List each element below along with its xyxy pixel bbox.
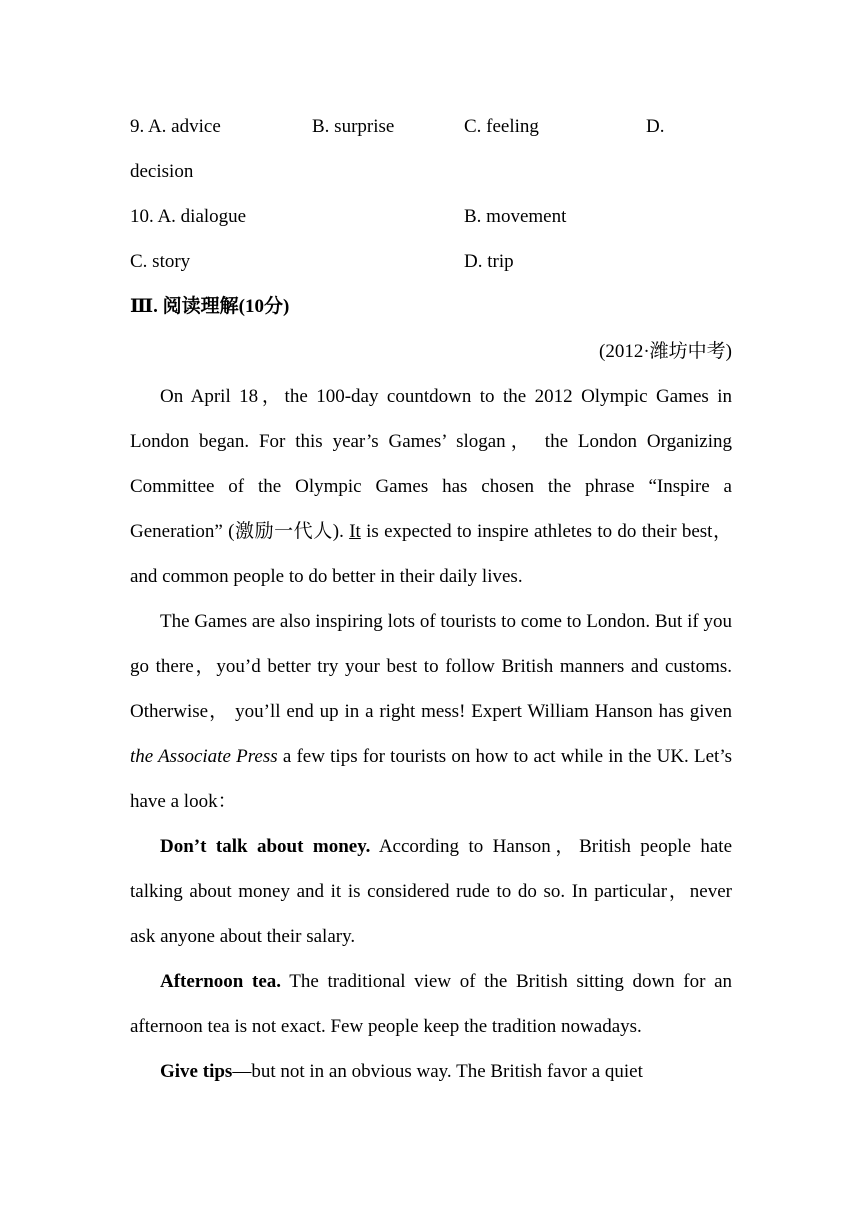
underlined-word: It	[349, 521, 361, 542]
q10-option-c: C. story	[130, 251, 191, 272]
tip-heading-money: Don’t talk about money.	[160, 836, 371, 857]
q9-option-b: B. surprise	[312, 116, 395, 137]
italic-publication-name: the Associate Press	[130, 746, 278, 767]
section-source: (2012·潍坊中考)	[599, 341, 732, 362]
paragraph-1-text-a: On April 18，the 100-day countdown to the 2012 Olympic Games in London began. For this year’s Games’ slogan， the London Organizing Committee of the Olympic Games has chosen the phrase “Inspire a Generation” (激励一代人).	[130, 386, 732, 542]
question-10-options-row-1	[130, 194, 732, 239]
paragraph-1-text-b: is expected to inspire athletes to do their best，and common people to do better in their daily lives.	[130, 521, 732, 587]
paragraph-2-text-b: a few tips for tourists on how to act while in the UK. Let’s have a look：	[130, 746, 732, 812]
q9-option-d-text: decision	[130, 161, 194, 182]
question-10-options-row-2	[130, 239, 732, 284]
q9-option-a: 9. A. advice	[130, 116, 221, 137]
paragraph-2	[130, 599, 732, 824]
section-title: Ⅲ. 阅读理解(10分)	[130, 296, 290, 317]
paragraph-3	[130, 824, 732, 959]
paragraph-4-text: The traditional view of the British sitting down for an afternoon tea is not exact. Few people keep the tradition nowadays.	[130, 971, 732, 1037]
q10-option-b: B. movement	[464, 206, 567, 227]
paragraph-5-text: —but not in an obvious way. The British favor a quiet	[232, 1061, 643, 1082]
q10-option-d: D. trip	[464, 251, 514, 272]
question-9-options	[130, 104, 732, 149]
paragraph-2-text-a: The Games are also inspiring lots of tourists to come to London. But if you go there，you’d better try your best to follow British manners and customs. Otherwise， you’ll end up in a right mess! Expert William Hanson has given	[130, 611, 732, 722]
q9-option-c: C. feeling	[464, 116, 539, 137]
question-9-option-d-continuation	[130, 149, 732, 194]
tip-heading-afternoon-tea: Afternoon tea.	[160, 971, 282, 992]
q9-option-d-label: D.	[646, 116, 665, 137]
document-page	[130, 104, 732, 1094]
paragraph-5	[130, 1049, 732, 1094]
q10-option-a: 10. A. dialogue	[130, 206, 247, 227]
tip-heading-give-tips: Give tips	[160, 1061, 233, 1082]
paragraph-4	[130, 959, 732, 1049]
paragraph-3-text: According to Hanson，British people hate talking about money and it is considered rude to do so. In particular，never ask anyone about their salary.	[130, 836, 733, 947]
paragraph-1	[130, 374, 732, 599]
